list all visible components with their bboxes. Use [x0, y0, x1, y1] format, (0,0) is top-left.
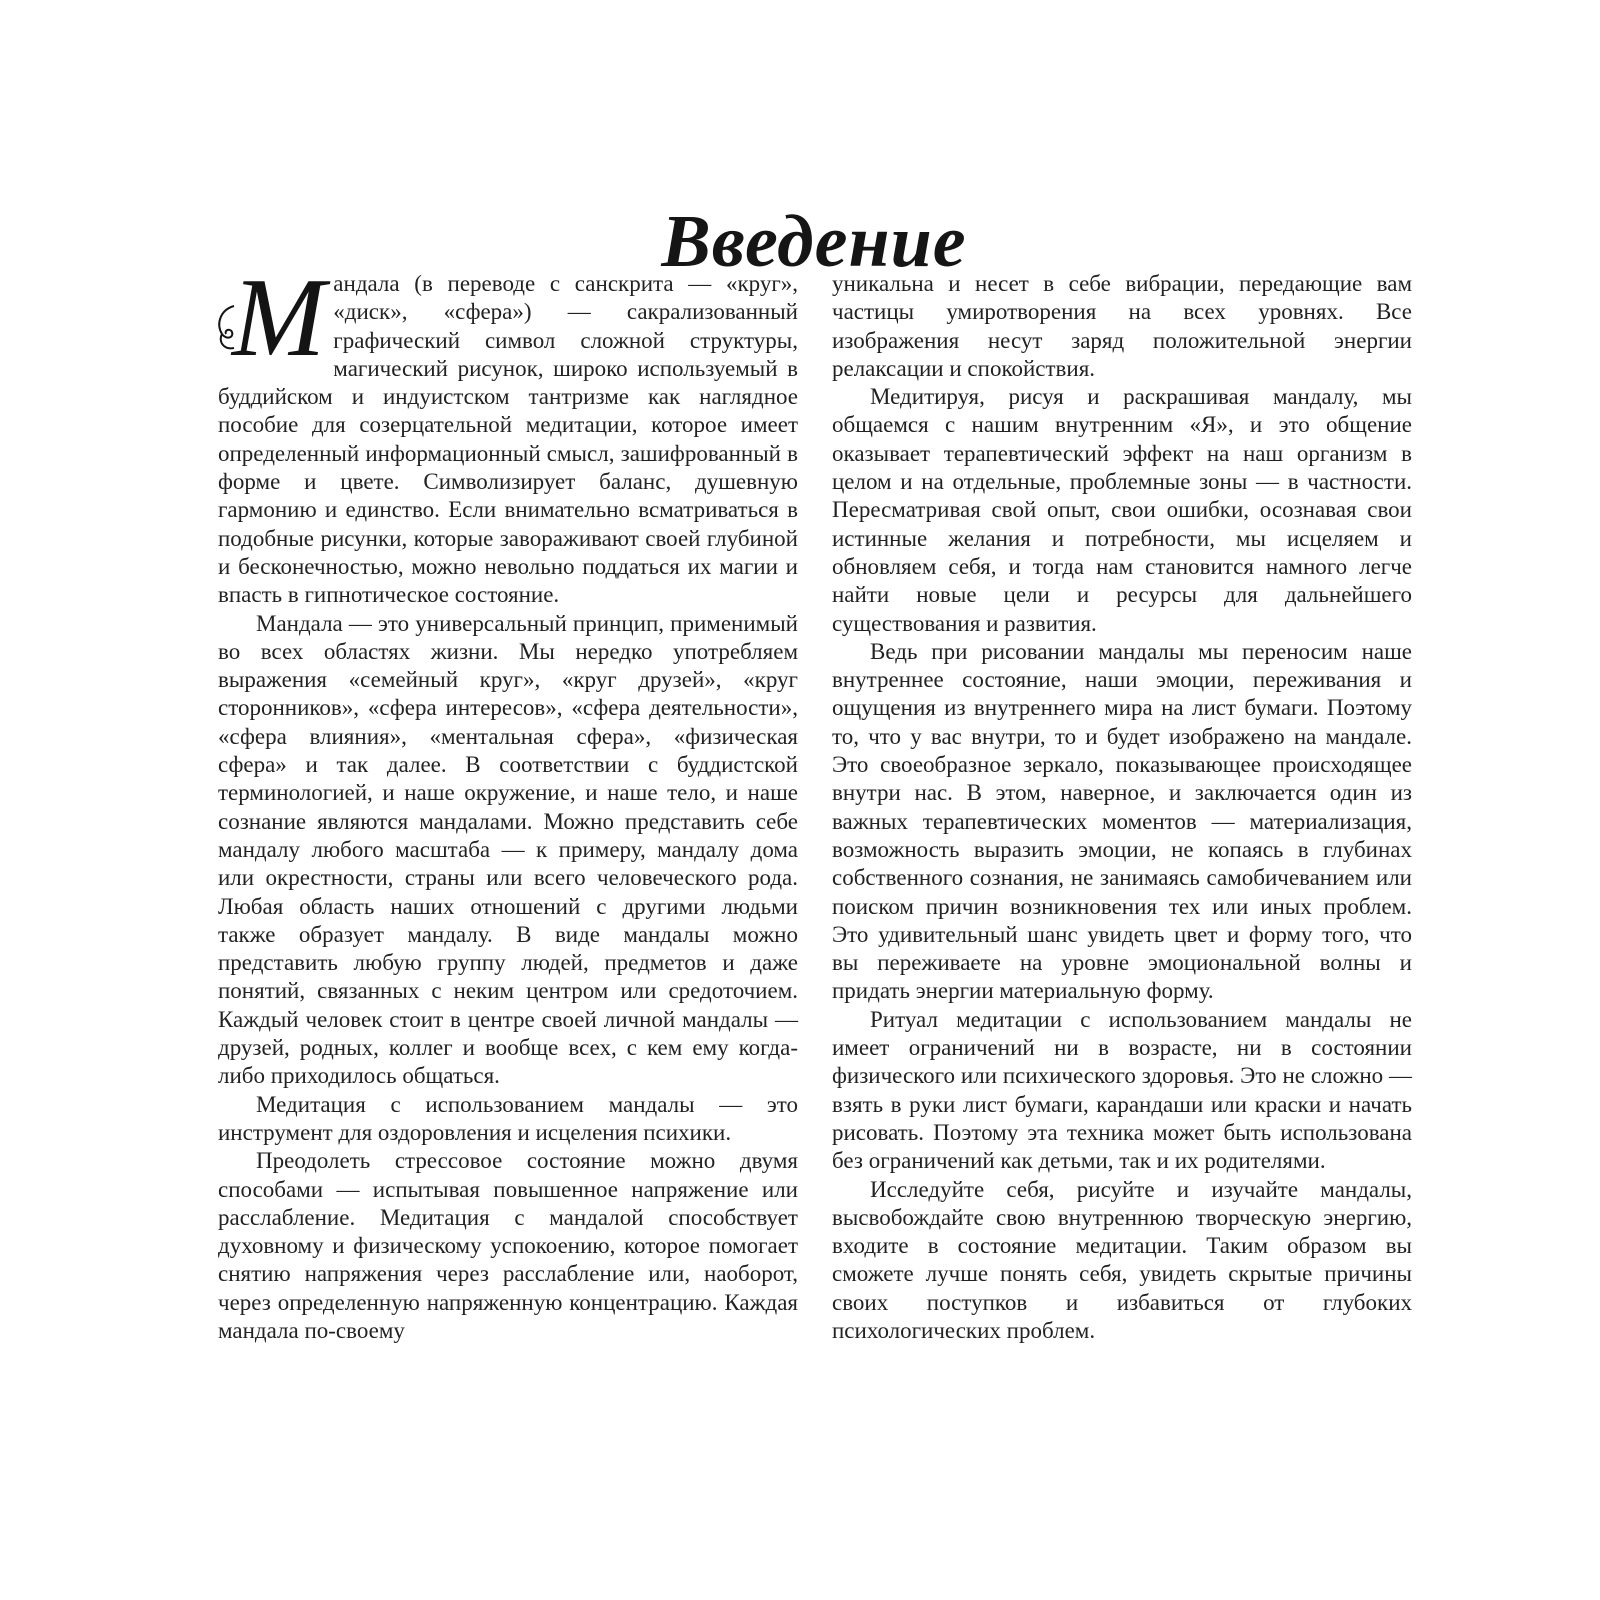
flourish-ornament-icon: [214, 302, 240, 352]
paragraph-2: Мандала — это универсальный принцип, применимый во всех областях жизни. Мы нередко употребляем выражения «семейный круг», «круг друзей», «круг сторонников», «сфера интересов», «сфера деятельности», «сфера влияния», «ментальная сфера», «физическая сфера» и так далее. В соответствии с буддистской терминологией, и наше окружение, и наше тело, и наше сознание являются мандалами. Можно представить себе мандалу любого масштаба — к примеру, мандалу дома или окрестности, страны или всего человеческого рода. Любая область наших отношений с другими людьми также образует мандалу. В виде мандалы можно представить любую группу людей, предметов и даже понятий, связанных с неким центром или средоточием. Каждый человек стоит в центре своей личной мандалы — друзей, родных, коллег и вообще всех, с кем ему когда-либо приходилось общаться.: [218, 610, 798, 1089]
right-column: [832, 270, 1412, 1345]
page-title: Введение: [661, 200, 967, 283]
paragraph-6: Медитируя, рисуя и раскрашивая мандалу, мы общаемся с нашим внутренним «Я», и это общение оказывает терапевтический эффект на наш организм в целом и на отдельные, проблемные зоны — в частности. Пересматривая свой опыт, свои ошибки, осознавая свои истинные желания и потребности, мы исцеляем и обновляем себя, и тогда нам становится намного легче найти новые цели и ресурсы для дальнейшего существования и развития.: [832, 384, 1412, 636]
paragraph-9: Исследуйте себя, рисуйте и изучайте мандалы, высвобождайте свою внутреннюю творческую энергию, входите в состояние медитации. Таким образом вы сможете лучше понять себя, увидеть скрытые причины своих поступков и избавиться от глубоких психологических проблем.: [832, 1176, 1412, 1343]
paragraph-7: Ведь при рисовании мандалы мы переносим наше внутреннее состояние, наши эмоции, переживания и ощущения из внутреннего мира на лист бумаги. Поэтому то, что у вас внутри, то и будет изображено на мандале. Это своеобразное зеркало, показывающее происходящее внутри нас. В этом, наверное, и заключается один из важных терапевтических моментов — материализация, возможность выразить эмоции, не копаясь в глубинах собственного сознания, не занимаясь самобичеванием или поиском причин возникновения тех или иных проблем. Это удивительный шанс увидеть цвет и форму того, что вы переживаете на уровне эмоциональной волны и придать энергии материальную форму.: [832, 638, 1412, 1004]
drop-cap-letter: М: [232, 256, 326, 380]
left-column: [218, 256, 798, 1345]
paragraph-3: Медитация с использованием мандалы — это инструмент для оздоровления и исцеления психики.: [218, 1091, 798, 1145]
drop-cap: [218, 256, 333, 380]
paragraph-4: Преодолеть стрессовое состояние можно двумя способами — испытывая повышенное напряжение или расслабление. Медитация с мандалой способствует духовному и физическому успокоению, которое помогает снятию напряжения через расслабление или, наоборот, через определенную напряженную концентрацию. Каждая мандала по-своему: [218, 1148, 798, 1343]
paragraph-1-text: андала (в переводе с санскрита — «круг», «диск», «сфера») — сакрализованный графический символ сложной структуры, магический рисунок, широко используемый в буддийском и индуистском тантризме как наглядное пособие для созерцательной медитации, которое имеет определенный информационный смысл, зашифрованный в форме и цвете. Символизирует баланс, душевную гармонию и единство. Если внимательно всматриваться в подобные рисунки, которые завораживают своей глубиной и бесконечностью, можно невольно поддаться их магии и впасть в гипнотическое состояние.: [218, 271, 798, 608]
paragraph-5: уникальна и несет в себе вибрации, передающие вам частицы умиротворения на всех уровнях. Все изображения несут заряд положительной энергии релаксации и спокойствия.: [832, 271, 1412, 381]
paragraph-8: Ритуал медитации с использованием мандалы не имеет ограничений ни в возрасте, ни в состоянии физического или психического здоровья. Это не сложно — взять в руки лист бумаги, карандаши или краски и начать рисовать. Поэтому эта техника может быть использована без ограничений как детьми, так и их родителями.: [832, 1006, 1412, 1174]
paragraph-1: [218, 256, 798, 610]
